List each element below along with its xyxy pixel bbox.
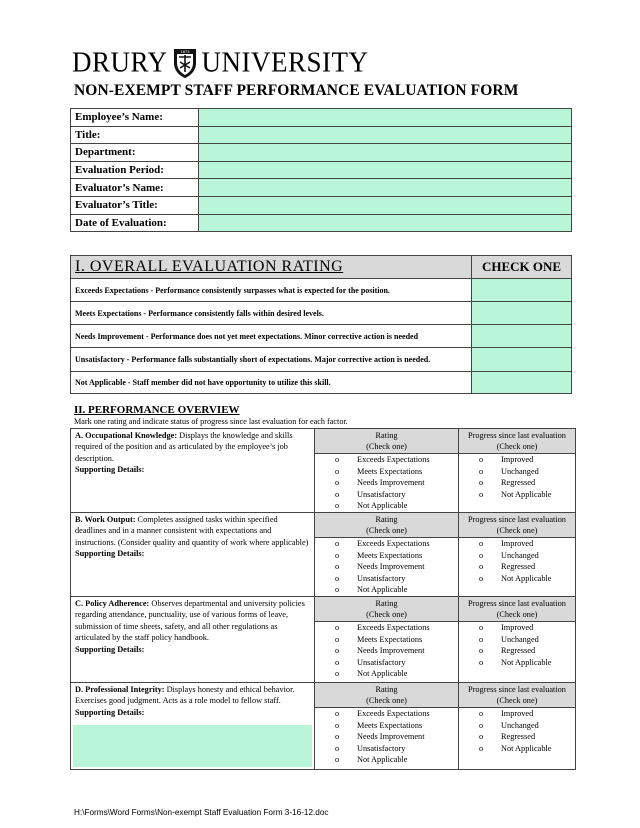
option-bullet-icon: o [479, 634, 484, 644]
option-bullet-icon: o [335, 657, 340, 667]
progress-option-label: Not Applicable [501, 743, 552, 753]
info-row [71, 109, 572, 127]
progress-option-label: Regressed [501, 562, 536, 572]
option-bullet-icon: o [335, 585, 340, 595]
progress-options-list [459, 622, 575, 668]
progress-header: Progress since last evaluation (Check one) [459, 429, 575, 454]
rating-option-label: Meets Expectations [357, 720, 423, 730]
info-row [71, 196, 572, 214]
progress-option-label: Unchanged [501, 634, 539, 644]
option-bullet-icon: o [479, 646, 484, 656]
rating-option-label: Exceeds Expectations [357, 455, 430, 465]
option-bullet-icon: o [479, 623, 484, 633]
rating-option[interactable] [335, 477, 458, 488]
option-bullet-icon: o [335, 539, 340, 549]
rating-option-label: Not Applicable [357, 501, 408, 511]
overall-rating-row [71, 325, 572, 348]
progress-header: Progress since last evaluation (Check one) [459, 597, 575, 622]
info-input-field[interactable] [199, 214, 572, 232]
option-bullet-icon: o [335, 562, 340, 572]
overall-rating-checkbox[interactable] [472, 348, 572, 372]
option-bullet-icon: o [479, 732, 484, 742]
rating-options-list [315, 622, 458, 679]
supporting-details-field[interactable] [73, 725, 312, 767]
rating-option-label: Needs Improvement [357, 732, 425, 742]
progress-option-label: Regressed [501, 646, 536, 656]
svg-text:1873: 1873 [180, 49, 189, 54]
option-bullet-icon: o [335, 634, 340, 644]
performance-overview-table [70, 428, 576, 770]
option-bullet-icon: o [479, 550, 484, 560]
option-bullet-icon: o [479, 720, 484, 730]
progress-option[interactable] [479, 466, 575, 477]
info-input-field[interactable] [199, 109, 572, 127]
rating-options-list [315, 454, 458, 511]
progress-column [459, 597, 576, 683]
progress-option-label: Improved [501, 709, 534, 719]
rating-option[interactable] [335, 454, 458, 465]
rating-header: Rating (Check one) [315, 597, 458, 622]
info-input-field[interactable] [199, 179, 572, 197]
progress-column [459, 513, 576, 597]
rating-option[interactable] [335, 754, 458, 765]
document-file-path: H:\Forms\Word Forms\Non-exempt Staff Evaluation Form 3-16-12.doc [74, 808, 329, 817]
rating-option[interactable] [335, 466, 458, 477]
info-label: Evaluation Period: [71, 161, 199, 179]
rating-option-label: Needs Improvement [357, 478, 425, 488]
factor-row [71, 683, 576, 770]
drury-university-logo [72, 44, 369, 80]
rating-options-list [315, 708, 458, 765]
rating-option-label: Not Applicable [357, 669, 408, 679]
option-bullet-icon: o [335, 720, 340, 730]
check-one-header: CHECK ONE [472, 256, 572, 279]
factor-text: Completes assigned tasks within specified deadlines and in a manner consistent with expectations and instructions. (Consider quality and quantity of work where applicable) [75, 515, 309, 547]
option-bullet-icon: o [335, 455, 340, 465]
progress-option-label: Regressed [501, 732, 536, 742]
progress-option-label: Not Applicable [501, 573, 552, 583]
progress-option[interactable] [479, 743, 575, 754]
rating-options-list [315, 538, 458, 595]
factor-name: C. Policy Adherence: [75, 599, 150, 608]
factor-description [71, 597, 315, 683]
progress-option[interactable] [479, 645, 575, 656]
rating-option-label: Needs Improvement [357, 646, 425, 656]
progress-option[interactable] [479, 561, 575, 572]
overall-rating-header-row [71, 256, 572, 279]
info-input-field[interactable] [199, 161, 572, 179]
rating-option-label: Unsatisfactory [357, 489, 406, 499]
rating-option[interactable] [335, 645, 458, 656]
rating-option-label: Unsatisfactory [357, 573, 406, 583]
overall-rating-row [71, 279, 572, 302]
section2-instructions: Mark one rating and indicate status of progress since last evaluation for each factor. [74, 417, 348, 426]
info-label: Employee’s Name: [71, 109, 199, 127]
option-bullet-icon: o [479, 466, 484, 476]
option-bullet-icon: o [335, 501, 340, 511]
rating-option-label: Needs Improvement [357, 562, 425, 572]
progress-option-label: Unchanged [501, 550, 539, 560]
option-bullet-icon: o [479, 455, 484, 465]
progress-option[interactable] [479, 708, 575, 719]
university-seal-icon [172, 45, 198, 79]
info-row [71, 144, 572, 162]
section1-title: I. OVERALL EVALUATION RATING [71, 256, 472, 279]
rating-column [315, 429, 459, 513]
rating-option[interactable] [335, 634, 458, 645]
option-bullet-icon: o [335, 466, 340, 476]
factor-text: Displays honesty and ethical behavior. Exercises good judgment. Acts as a role model to fellow staff. [75, 685, 295, 706]
progress-option-label: Improved [501, 455, 534, 465]
info-row [71, 179, 572, 197]
option-bullet-icon: o [335, 489, 340, 499]
progress-options-list [459, 538, 575, 584]
factor-description [71, 429, 315, 513]
rating-header: Rating (Check one) [315, 683, 458, 708]
progress-option[interactable] [479, 477, 575, 488]
overall-rating-table [70, 255, 572, 394]
overall-rating-description: Needs Improvement - Performance does not yet meet expectations. Minor corrective action is needed [71, 325, 472, 348]
rating-option[interactable] [335, 657, 458, 668]
rating-option[interactable] [335, 622, 458, 633]
progress-option-label: Improved [501, 623, 534, 633]
rating-option-label: Exceeds Expectations [357, 709, 430, 719]
info-row [71, 214, 572, 232]
rating-option[interactable] [335, 489, 458, 500]
option-bullet-icon: o [479, 657, 484, 667]
rating-option[interactable] [335, 561, 458, 572]
progress-option[interactable] [479, 622, 575, 633]
rating-option[interactable] [335, 584, 458, 595]
option-bullet-icon: o [335, 732, 340, 742]
progress-option[interactable] [479, 731, 575, 742]
rating-option[interactable] [335, 720, 458, 731]
rating-header: Rating (Check one) [315, 513, 458, 538]
overall-rating-checkbox[interactable] [472, 279, 572, 302]
factor-name: B. Work Output: [75, 515, 136, 524]
rating-option[interactable] [335, 731, 458, 742]
factor-row [71, 513, 576, 597]
progress-option[interactable] [479, 720, 575, 731]
rating-option-label: Meets Expectations [357, 634, 423, 644]
factor-text: Displays the knowledge and skills required of the position and as articulated by the employee’s job description. [75, 431, 293, 463]
progress-option-label: Regressed [501, 478, 536, 488]
overall-rating-description: Exceeds Expectations - Performance consistently surpasses what is expected for the position. [71, 279, 472, 302]
option-bullet-icon: o [479, 489, 484, 499]
option-bullet-icon: o [479, 573, 484, 583]
progress-option-label: Improved [501, 539, 534, 549]
info-label: Date of Evaluation: [71, 214, 199, 232]
option-bullet-icon: o [335, 623, 340, 633]
option-bullet-icon: o [335, 709, 340, 719]
option-bullet-icon: o [335, 573, 340, 583]
overall-rating-row [71, 372, 572, 394]
overall-rating-row [71, 348, 572, 372]
info-row [71, 161, 572, 179]
info-input-field[interactable] [199, 144, 572, 162]
option-bullet-icon: o [479, 562, 484, 572]
rating-option-label: Not Applicable [357, 755, 408, 765]
supporting-details-label: Supporting Details: [75, 707, 145, 717]
supporting-details-label: Supporting Details: [75, 465, 145, 475]
overall-rating-checkbox[interactable] [472, 325, 572, 348]
overall-rating-row [71, 302, 572, 325]
option-bullet-icon: o [335, 755, 340, 765]
info-row [71, 126, 572, 144]
rating-column [315, 683, 459, 770]
option-bullet-icon: o [335, 669, 340, 679]
progress-header: Progress since last evaluation (Check one) [459, 513, 575, 538]
rating-option-label: Meets Expectations [357, 466, 423, 476]
progress-option-label: Not Applicable [501, 657, 552, 667]
info-label: Evaluator’s Title: [71, 196, 199, 214]
progress-option-label: Unchanged [501, 720, 539, 730]
supporting-details-label: Supporting Details: [75, 644, 145, 654]
info-input-field[interactable] [199, 126, 572, 144]
rating-column [315, 513, 459, 597]
section2-title: II. PERFORMANCE OVERVIEW [74, 404, 240, 416]
factor-name: A. Occupational Knowledge: [75, 431, 178, 440]
logo-word-drury: DRURY [72, 45, 168, 78]
progress-column [459, 683, 576, 770]
option-bullet-icon: o [335, 478, 340, 488]
progress-option[interactable] [479, 538, 575, 549]
form-title: NON-EXEMPT STAFF PERFORMANCE EVALUATION FORM [74, 82, 519, 99]
rating-option-label: Unsatisfactory [357, 743, 406, 753]
rating-option[interactable] [335, 550, 458, 561]
overall-rating-checkbox[interactable] [472, 302, 572, 325]
overall-rating-checkbox[interactable] [472, 372, 572, 394]
employee-info-table [70, 108, 572, 232]
progress-option[interactable] [479, 489, 575, 500]
progress-option[interactable] [479, 454, 575, 465]
progress-option-label: Not Applicable [501, 489, 552, 499]
progress-header: Progress since last evaluation (Check one) [459, 683, 575, 708]
option-bullet-icon: o [335, 550, 340, 560]
progress-option-label: Unchanged [501, 466, 539, 476]
supporting-details-label: Supporting Details: [75, 549, 145, 559]
factor-description [71, 683, 315, 770]
rating-option[interactable] [335, 668, 458, 679]
progress-option[interactable] [479, 657, 575, 668]
factor-row [71, 597, 576, 683]
info-label: Title: [71, 126, 199, 144]
rating-option[interactable] [335, 708, 458, 719]
option-bullet-icon: o [479, 478, 484, 488]
rating-option-label: Exceeds Expectations [357, 623, 430, 633]
rating-option[interactable] [335, 743, 458, 754]
factor-description [71, 513, 315, 597]
factor-name: D. Professional Integrity: [75, 685, 165, 694]
progress-options-list [459, 708, 575, 754]
logo-word-university: UNIVERSITY [201, 45, 369, 78]
option-bullet-icon: o [479, 709, 484, 719]
factor-text: Observes departmental and university policies regarding attendance, punctuality, use of various forms of leave, submission of time sheets, safety, and all other regulations as articulated by the staff policy handbook. [75, 599, 305, 643]
rating-option[interactable] [335, 500, 458, 511]
rating-option[interactable] [335, 573, 458, 584]
progress-option[interactable] [479, 634, 575, 645]
option-bullet-icon: o [335, 743, 340, 753]
rating-header: Rating (Check one) [315, 429, 458, 454]
rating-option-label: Meets Expectations [357, 550, 423, 560]
overall-rating-description: Meets Expectations - Performance consistently falls within desired levels. [71, 302, 472, 325]
rating-option-label: Not Applicable [357, 585, 408, 595]
progress-column [459, 429, 576, 513]
option-bullet-icon: o [479, 743, 484, 753]
progress-option[interactable] [479, 550, 575, 561]
progress-options-list [459, 454, 575, 500]
rating-option-label: Exceeds Expectations [357, 539, 430, 549]
info-label: Department: [71, 144, 199, 162]
option-bullet-icon: o [335, 646, 340, 656]
info-input-field[interactable] [199, 196, 572, 214]
info-label: Evaluator’s Name: [71, 179, 199, 197]
overall-rating-description: Not Applicable - Staff member did not have opportunity to utilize this skill. [71, 372, 472, 394]
option-bullet-icon: o [479, 539, 484, 549]
rating-option-label: Unsatisfactory [357, 657, 406, 667]
factor-row [71, 429, 576, 513]
overall-rating-description: Unsatisfactory - Performance falls substantially short of expectations. Major corrective action is needed. [71, 348, 472, 372]
progress-option[interactable] [479, 573, 575, 584]
rating-option[interactable] [335, 538, 458, 549]
rating-column [315, 597, 459, 683]
